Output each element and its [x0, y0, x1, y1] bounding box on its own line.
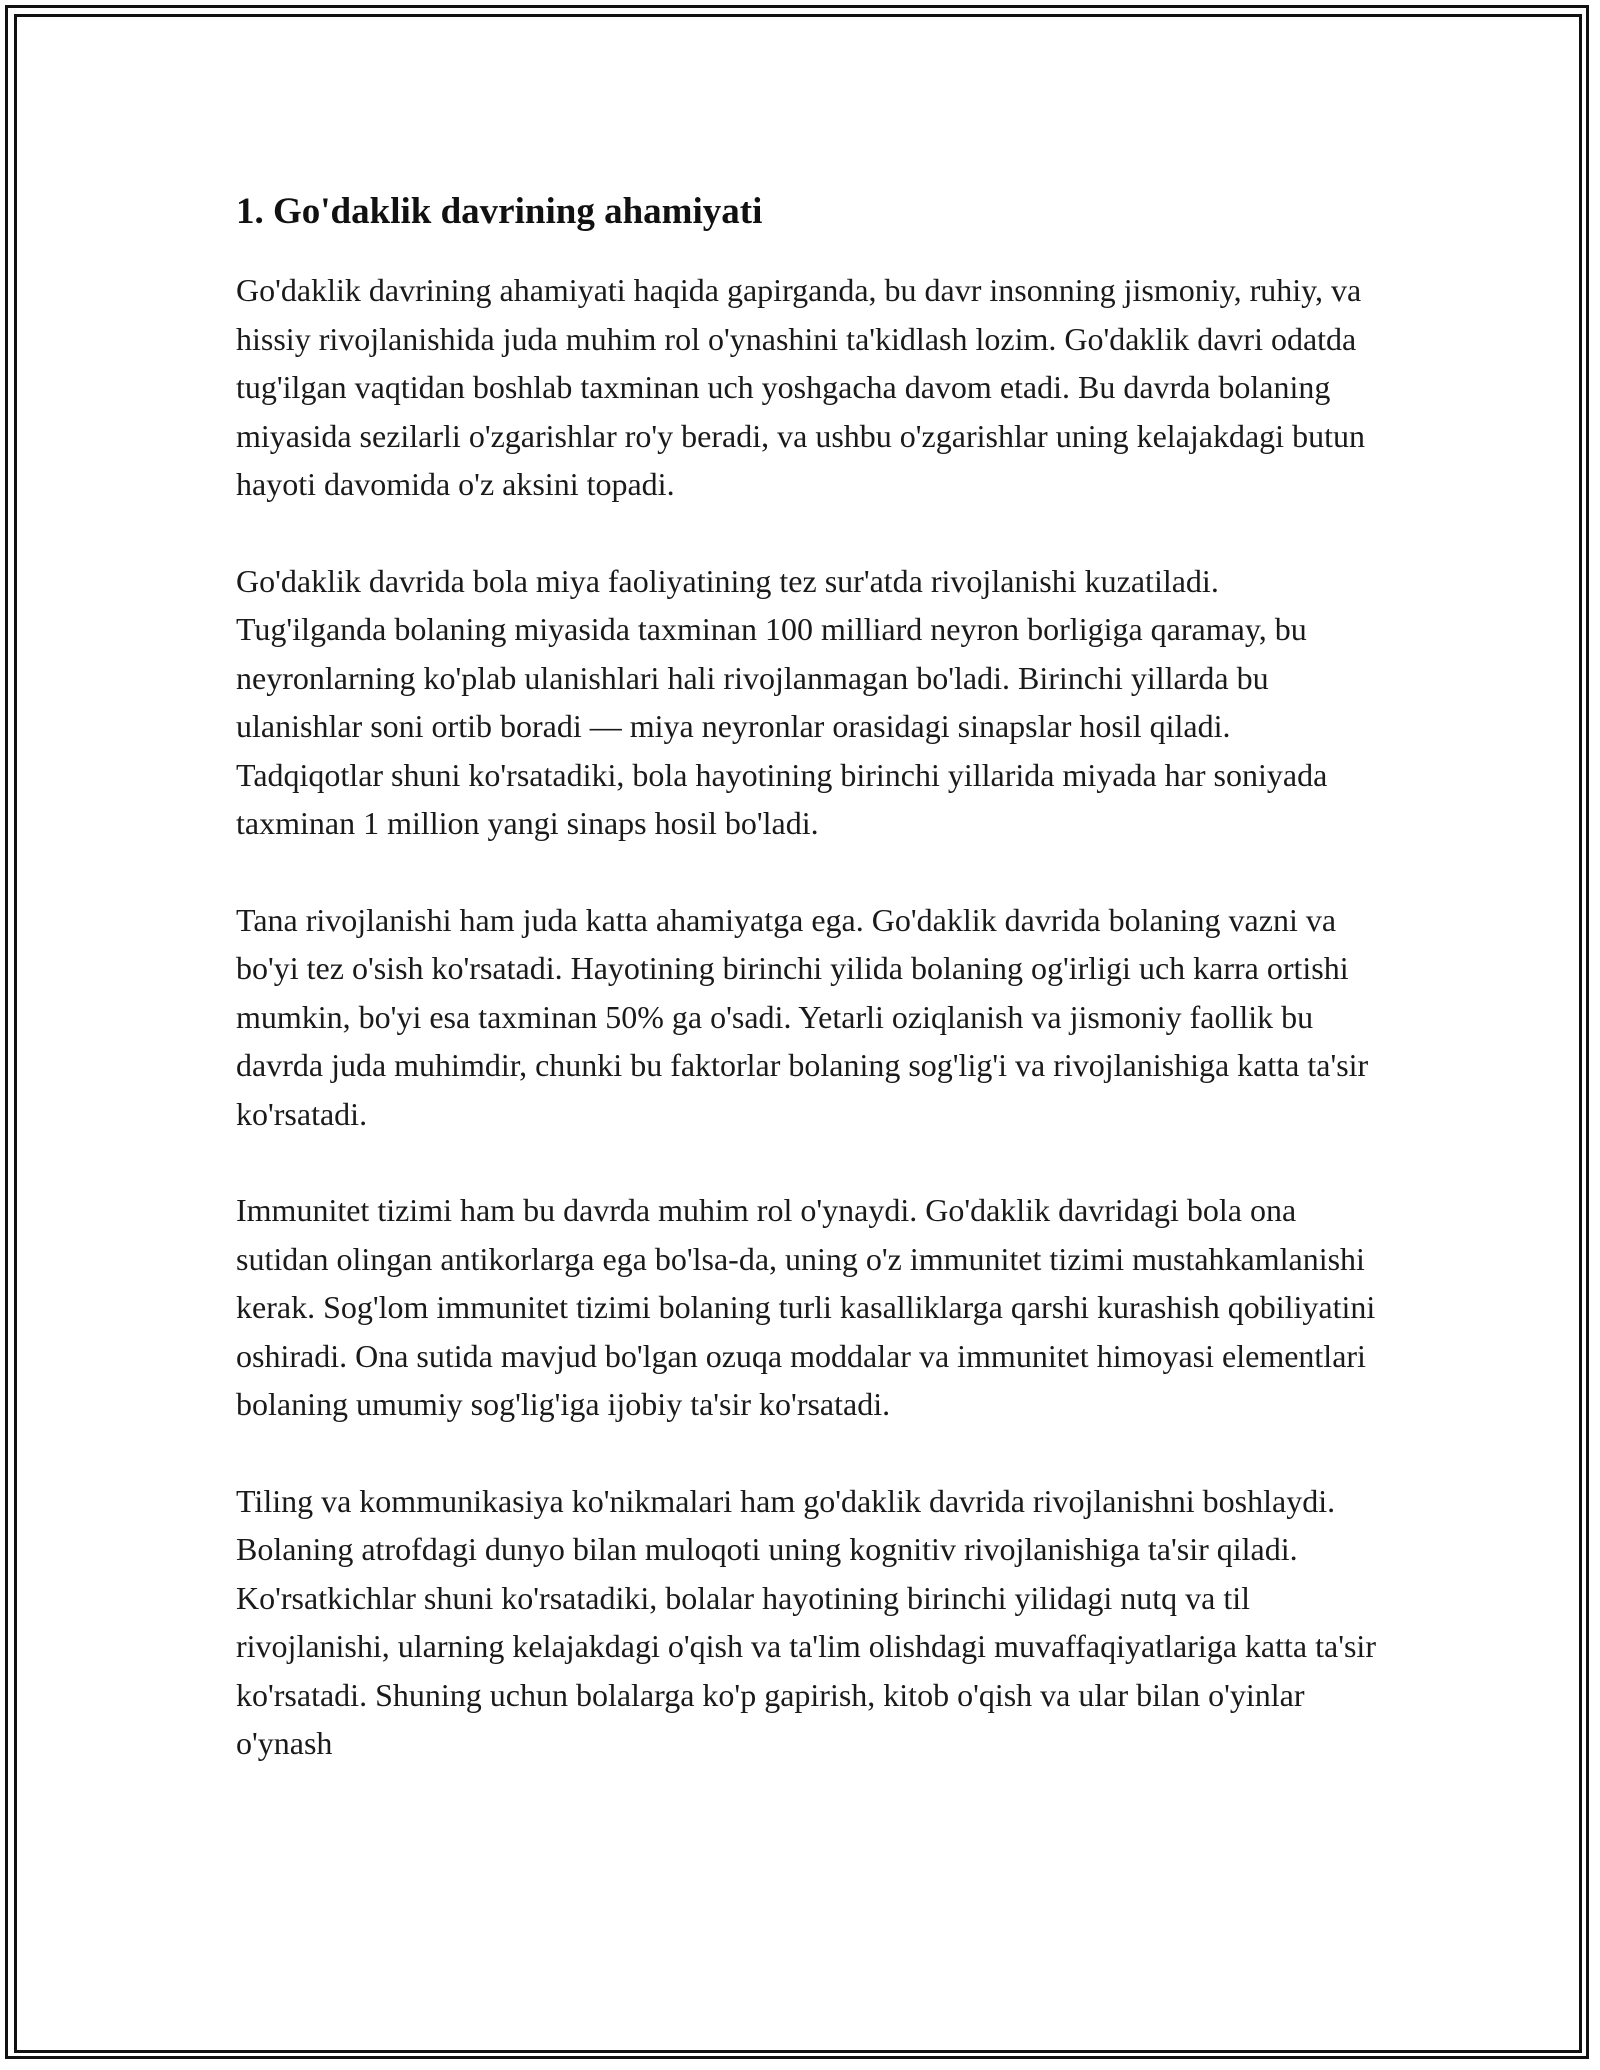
paragraph-4: Immunitet tizimi ham bu davrda muhim rol o'ynaydi. Go'daklik davridagi bola ona sutidan olingan antikorlarga ega bo'lsa-da, uning o'z immunitet tizimi mustahkamlanishi kerak. Sog'lom immunitet tizimi bolaning turli kasalliklarga qarshi kurashish qobiliyatini oshiradi. Ona sutida mavjud bo'lgan ozuqa moddalar va immunitet himoyasi elementlari bolaning umumiy sog'lig'iga ijobiy ta'sir ko'rsatadi.	[236, 1192, 1376, 1422]
paragraph-3: Tana rivojlanishi ham juda katta ahamiyatga ega. Go'daklik davrida bolaning vazni va bo'yi tez o'sish ko'rsatadi. Hayotining birinchi yilida bolaning og'irligi uch karra ortishi mumkin, bo'yi esa taxminan 50% ga o'sadi. Yetarli oziqlanish va jismoniy faollik bu davrda juda muhimdir, chunki bu faktorlar bolaning sog'lig'i va rivojlanishiga katta ta'sir ko'rsatadi.	[236, 901, 1369, 1132]
paragraph-1: Go'daklik davrining ahamiyati haqida gapirganda, bu davr insonning jismoniy, ruhiy, va hissiy rivojlanishida juda muhim rol o'ynashini ta'kidlash lozim. Go'daklik davri odatda tug'ilgan vaqtidan boshlab taxminan uch yoshgacha davom etadi. Bu davrda bolaning miyasida sezilarli o'zgarishlar ro'y beradi, va ushbu o'zgarishlar uning kelajakdagi butun hayoti davomida o'z aksini topadi.	[236, 272, 1365, 502]
document-body	[236, 186, 1376, 1768]
section-heading: 1. Go'daklik davrining ahamiyati	[236, 191, 763, 232]
paragraph-2: Go'daklik davrida bola miya faoliyatining tez sur'atda rivojlanishi kuzatiladi. Tug'ilganda bolaning miyasida taxminan 100 milliard neyron borligiga qaramay, bu neyronlarning ko'plab ulanishlari hali rivojlanmagan bo'ladi. Birinchi yillarda bu ulanishlar soni ortib boradi — miya neyronlar orasidagi sinapslar hosil qiladi. Tadqiqotlar shuni ko'rsatadiki, bola hayotining birinchi yillarida miyada har soniyada taxminan 1 million yangi sinaps hosil bo'ladi.	[236, 562, 1328, 841]
paragraph-5: Tiling va kommunikasiya ko'nikmalari ham go'daklik davrida rivojlanishni boshlaydi. Bolaning atrofdagi dunyo bilan muloqoti uning kognitiv rivojlanishiga ta'sir qiladi. Ko'rsatkichlar shuni ko'rsatadiki, bolalar hayotining birinchi yilidagi nutq va til rivojlanishi, ularning kelajakdagi o'qish va ta'lim olishdagi muvaffaqiyatlariga katta ta'sir ko'rsatadi. Shuning uchun bolalarga ko'p gapirish, kitob o'qish va ular bilan o'yinlar o'ynash	[236, 1482, 1376, 1761]
